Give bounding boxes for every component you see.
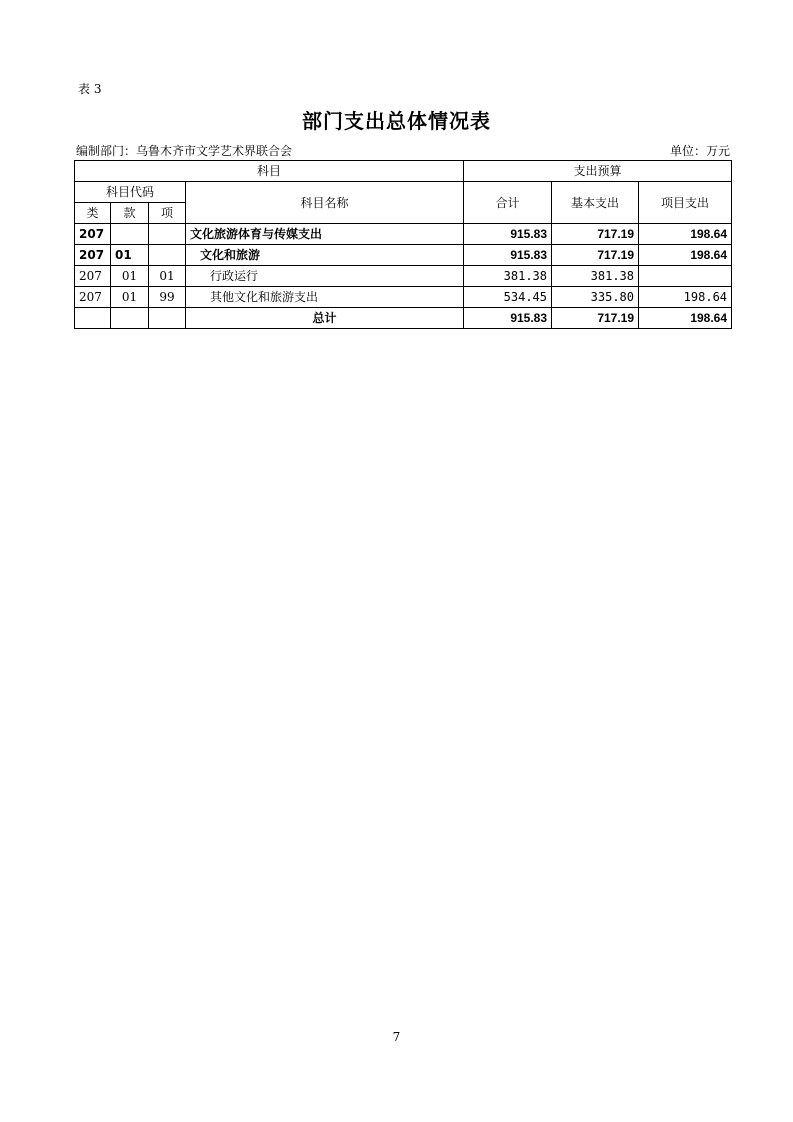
table-number-label: 表 3 (78, 82, 102, 96)
cell-lei: 207 (75, 245, 111, 266)
cell-project: 198.64 (639, 245, 732, 266)
cell-kuan: 01 (111, 266, 149, 287)
meta-row (76, 142, 730, 158)
cell-xiang: 01 (149, 266, 186, 287)
cell-xiang: 99 (149, 287, 186, 308)
header-code: 科目代码 (75, 182, 186, 203)
department-label: 编制部门：乌鲁木齐市文学艺术界联合会 (76, 144, 293, 158)
cell-project (639, 266, 732, 287)
summary-total: 915.83 (464, 308, 552, 329)
header-name: 科目名称 (186, 182, 464, 224)
header-row-2 (75, 182, 732, 203)
header-total: 合计 (464, 182, 552, 224)
cell-total: 915.83 (464, 224, 552, 245)
header-subject: 科目 (75, 161, 464, 182)
table-row (75, 245, 732, 266)
table-row (75, 266, 732, 287)
cell-name: 其他文化和旅游支出 (186, 287, 464, 308)
cell-basic: 335.80 (552, 287, 639, 308)
header-project: 项目支出 (639, 182, 732, 224)
cell-project: 198.64 (639, 224, 732, 245)
expenditure-table (74, 160, 732, 329)
cell-basic: 381.38 (552, 266, 639, 287)
cell-basic: 717.19 (552, 245, 639, 266)
header-row-1 (75, 161, 732, 182)
header-lei: 类 (75, 203, 111, 224)
cell-kuan: 01 (111, 245, 149, 266)
table-row (75, 287, 732, 308)
header-kuan: 款 (111, 203, 149, 224)
cell-total: 915.83 (464, 245, 552, 266)
page-number: 7 (392, 1030, 401, 1044)
unit-label: 单位：万元 (669, 144, 730, 158)
table-row (75, 224, 732, 245)
summary-basic: 717.19 (552, 308, 639, 329)
cell-kuan (111, 224, 149, 245)
cell-total: 534.45 (464, 287, 552, 308)
cell-lei: 207 (75, 266, 111, 287)
summary-project: 198.64 (639, 308, 732, 329)
summary-label: 总计 (186, 308, 464, 329)
cell-empty (111, 308, 149, 329)
cell-basic: 717.19 (552, 224, 639, 245)
page-title: 部门支出总体情况表 (302, 109, 491, 133)
cell-empty (75, 308, 111, 329)
cell-empty (149, 308, 186, 329)
cell-xiang (149, 245, 186, 266)
header-xiang: 项 (149, 203, 186, 224)
cell-xiang (149, 224, 186, 245)
cell-lei: 207 (75, 224, 111, 245)
summary-row (75, 308, 732, 329)
cell-kuan: 01 (111, 287, 149, 308)
cell-name: 行政运行 (186, 266, 464, 287)
cell-name: 文化和旅游 (186, 245, 464, 266)
header-budget: 支出预算 (464, 161, 732, 182)
header-basic: 基本支出 (552, 182, 639, 224)
cell-name: 文化旅游体育与传媒支出 (186, 224, 464, 245)
cell-project: 198.64 (639, 287, 732, 308)
cell-lei: 207 (75, 287, 111, 308)
cell-total: 381.38 (464, 266, 552, 287)
